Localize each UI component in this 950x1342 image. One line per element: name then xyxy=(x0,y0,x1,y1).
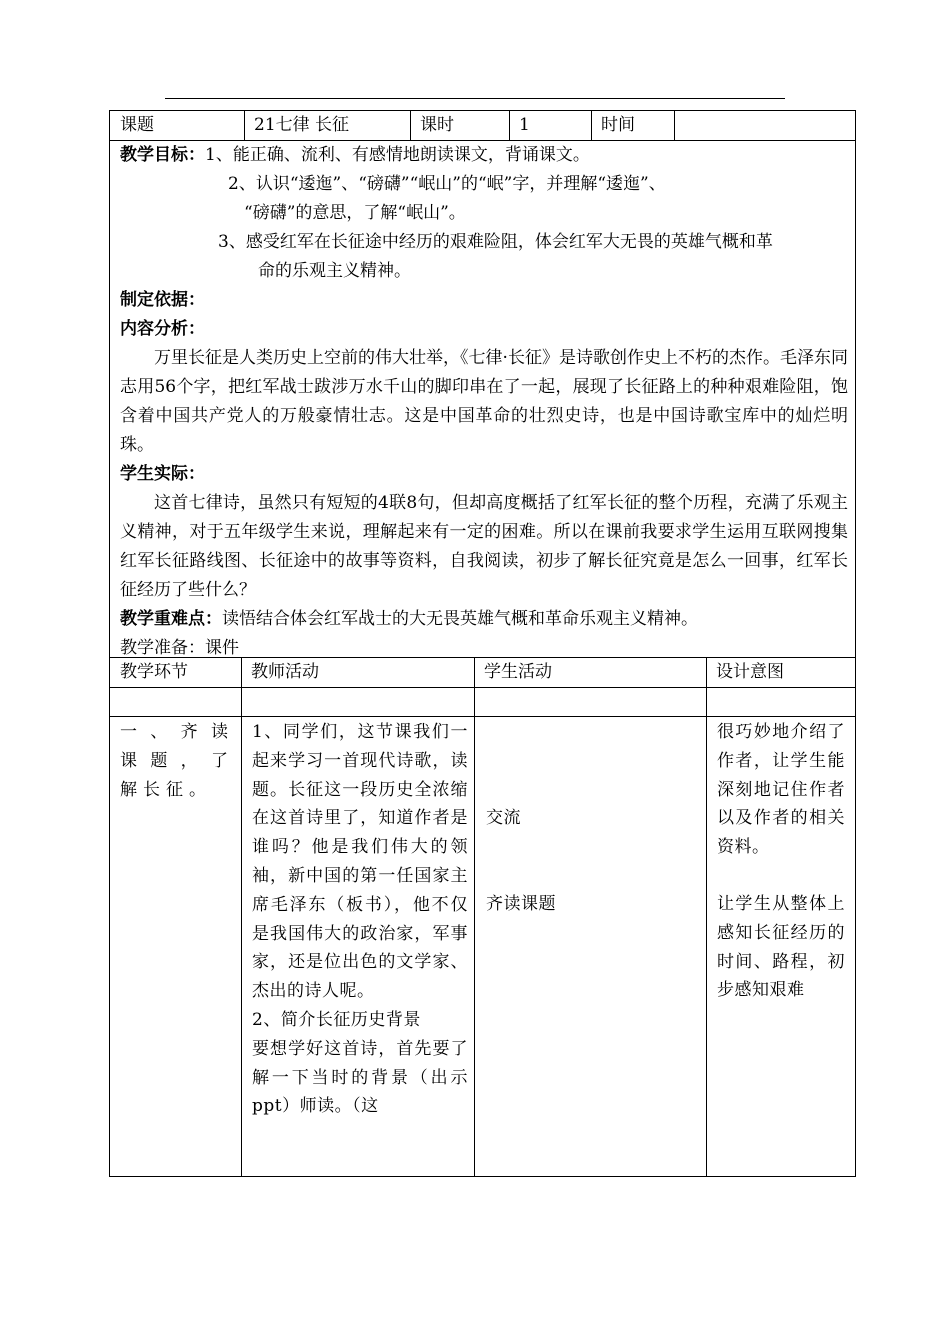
column-divider xyxy=(241,658,242,1177)
goal-2-line-2: “磅礴”的意思，了解“岷山”。 xyxy=(244,203,466,223)
period-value: 1 xyxy=(519,115,530,135)
teacher-step-2-detail: 要想学好这首诗，首先要了解一下当时的背景（出示ppt）师读。（这 xyxy=(252,1038,468,1117)
column-divider xyxy=(706,658,707,1177)
course-label: 课题 xyxy=(120,115,154,135)
key-points-text: 读悟结合体会红军战士的大无畏英雄气概和革命乐观主义精神。 xyxy=(222,609,698,629)
activity-table xyxy=(110,657,855,1177)
student-activity-2: 齐读课题 xyxy=(486,893,556,914)
design-intent-2: 让学生从整体上感知长征经历的时间、路程，初步感知艰难 xyxy=(717,893,845,1001)
goals-label: 教学目标： xyxy=(120,145,205,165)
preparation: 教学准备：课件 xyxy=(120,638,239,658)
period-label: 课时 xyxy=(420,115,454,135)
course-value: 21七律 长征 xyxy=(254,115,350,135)
time-value xyxy=(674,111,856,140)
student-activity-cell xyxy=(486,718,702,919)
student-reality-label: 学生实际： xyxy=(120,464,205,484)
key-points xyxy=(120,605,848,634)
row-divider xyxy=(110,687,855,688)
header-rule xyxy=(165,98,785,99)
stage-cell: 一、齐读课题，了解长征。 xyxy=(120,722,234,800)
row-divider xyxy=(110,716,855,717)
time-label: 时间 xyxy=(601,115,635,135)
lesson-plan-table xyxy=(109,110,856,1177)
column-header-student: 学生活动 xyxy=(484,662,552,682)
column-divider xyxy=(474,658,475,1177)
teacher-activity-cell xyxy=(252,718,468,1121)
course-header-row xyxy=(110,111,855,141)
column-header-intent: 设计意图 xyxy=(716,662,784,682)
goal-3-line-2: 命的乐观主义精神。 xyxy=(258,261,411,281)
goal-3-line-1: 3、感受红军在长征途中经历的艰难险阻，体会红军大无畏的英雄气概和革 xyxy=(218,232,773,252)
column-header-teacher: 教师活动 xyxy=(251,662,319,682)
student-activity-1: 交流 xyxy=(486,808,521,828)
teacher-step-2: 2、简介长征历史背景 xyxy=(252,1009,421,1030)
column-header-stage: 教学环节 xyxy=(120,662,188,682)
design-intent-1: 很巧妙地介绍了作者，让学生能深刻地记住作者以及作者的相关资料。 xyxy=(717,722,845,858)
teacher-step-1: 1、同学们，这节课我们一起来学习一首现代诗歌，读题。长征这一段历史全浓缩在这首诗里了，知道作者是谁吗？他是我们伟大的领袖，新中国的第一任国家主席毛泽东（板书），他不仅是我国伟大的政治家，军事家，还是位出色的文学家、杰出的诗人呢。 xyxy=(252,722,468,1002)
key-points-label: 教学重难点： xyxy=(120,609,222,629)
goal-2-line-1: 2、认识“逶迤”、“磅礴”“岷山”的“岷”字，并理解“逶迤”、 xyxy=(228,174,666,194)
content-analysis-text: 万里长征是人类历史上空前的伟大壮举，《七律·长征》是诗歌创作史上不朽的杰作。毛泽东同志用56个字，把红军战士跋涉万水千山的脚印串在了一起，展现了长征路上的种种艰难险阻，饱含着中国共产党人的万般豪情壮志。这是中国革命的壮烈史诗，也是中国诗歌宝库中的灿烂明珠。 xyxy=(120,348,848,455)
goal-1-text: 1、能正确、流利、有感情地朗读课文，背诵课文。 xyxy=(205,145,590,165)
design-intent-cell xyxy=(717,718,845,1005)
basis-label: 制定依据： xyxy=(120,290,205,310)
lesson-overview xyxy=(120,141,848,663)
content-analysis-label: 内容分析： xyxy=(120,319,205,339)
goal-1 xyxy=(120,141,848,170)
student-reality-text: 这首七律诗，虽然只有短短的4联8句，但却高度概括了红军长征的整个历程，充满了乐观主义精神，对于五年级学生来说，理解起来有一定的困难。所以在课前我要求学生运用互联网搜集红军长征路线图、长征途中的故事等资料，自我阅读，初步了解长征究竟是怎么一回事，红军长征经历了些什么？ xyxy=(120,493,848,600)
